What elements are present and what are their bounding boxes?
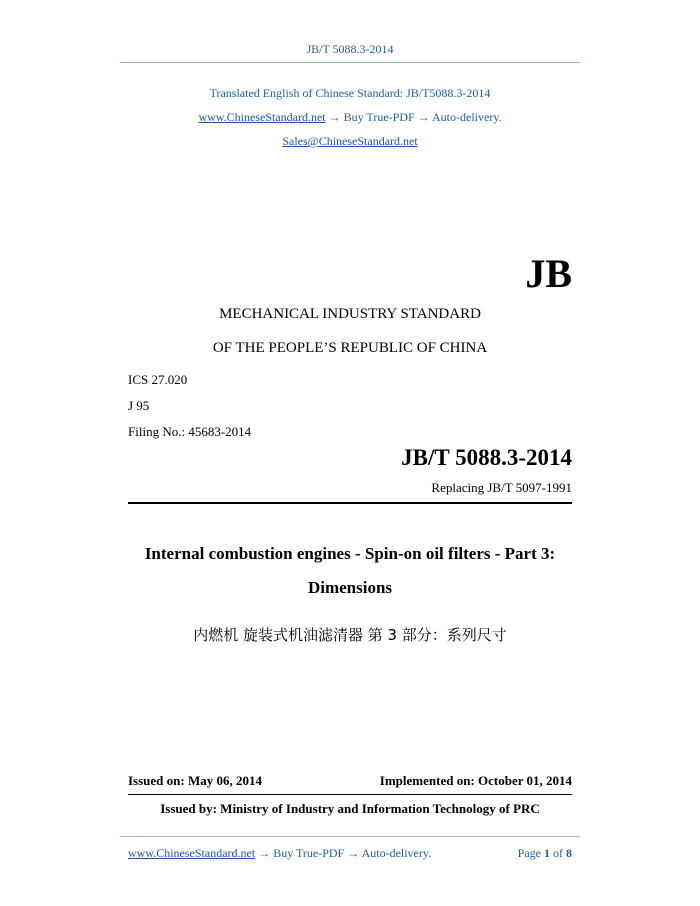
page-of: of — [550, 846, 566, 860]
ics-code: ICS 27.020 — [128, 372, 188, 387]
page-current: 1 — [544, 846, 550, 860]
buy-text: → Buy True-PDF → Auto-delivery. — [325, 110, 502, 124]
title-chinese: 内燃机 旋装式机油滤清器 第 3 部分：系列尺寸 — [193, 626, 507, 644]
footer-buy-text: → Buy True-PDF → Auto-delivery. — [255, 846, 432, 860]
issued-divider — [128, 794, 572, 795]
issued-by: Issued by: Ministry of Industry and Information Technology of PRC — [160, 801, 540, 816]
footer-divider — [120, 836, 580, 837]
site-link[interactable]: www.ChineseStandard.net — [198, 110, 326, 124]
replacing-standard: Replacing JB/T 5097-1991 — [431, 480, 572, 495]
standard-number: JB/T 5088.3-2014 — [401, 445, 572, 470]
implemented-on-date: Implemented on: October 01, 2014 — [379, 773, 572, 788]
footer-buy-line — [128, 846, 431, 861]
issued-on-date: Issued on: May 06, 2014 — [128, 773, 262, 788]
title-divider — [128, 502, 572, 504]
page-label: Page — [517, 846, 544, 860]
sales-email-link[interactable]: Sales@ChineseStandard.net — [282, 134, 418, 148]
standard-type-line1: MECHANICAL INDUSTRY STANDARD — [219, 306, 481, 322]
filing-number: Filing No.: 45683-2014 — [128, 424, 252, 439]
translated-notice: Translated English of Chinese Standard: JB/T5088.3-2014 — [209, 86, 491, 100]
buy-line — [0, 110, 700, 125]
sales-line — [0, 134, 700, 149]
footer-site-link[interactable]: www.ChineseStandard.net — [128, 846, 256, 860]
header-standard-number: JB/T 5088.3-2014 — [306, 42, 394, 56]
standard-type-line2: OF THE PEOPLE’S REPUBLIC OF CHINA — [212, 340, 488, 356]
j-code: J 95 — [128, 398, 150, 413]
title-english-line1: Internal combustion engines - Spin-on oil filters - Part 3: — [144, 544, 556, 563]
title-english-line2: Dimensions — [307, 578, 393, 597]
page-total: 8 — [566, 846, 572, 860]
page-indicator — [518, 846, 572, 861]
header-divider — [120, 62, 580, 63]
jb-logo: JB — [525, 251, 572, 296]
